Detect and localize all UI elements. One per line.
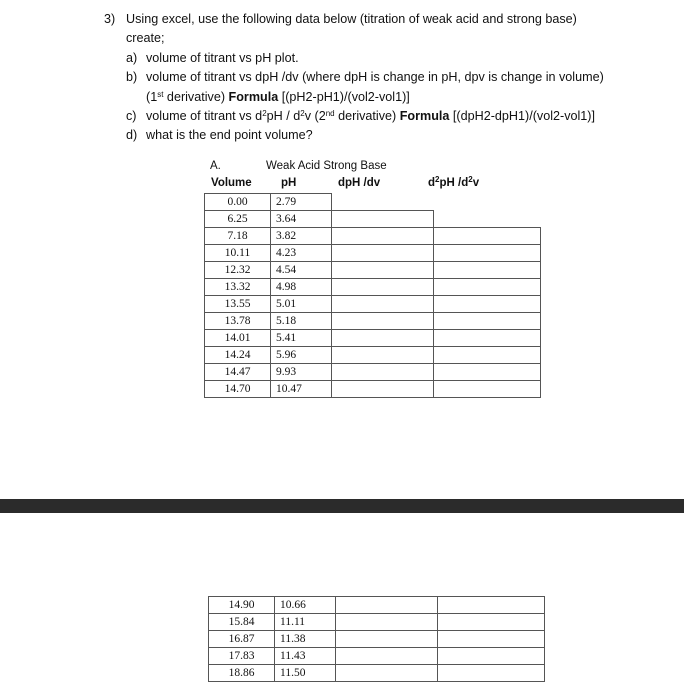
cell-volume: 14.01	[205, 330, 271, 347]
table-row	[205, 313, 541, 330]
cell-ph: 11.11	[275, 614, 336, 631]
table-row	[205, 228, 541, 245]
column-header-volume: Volume	[211, 177, 252, 189]
cell-ph: 2.79	[271, 194, 332, 211]
table-row	[205, 381, 541, 398]
cell-d2ph-d2v	[434, 211, 541, 228]
question-intro-line2: create;	[126, 31, 165, 46]
item-b-sup: st	[157, 89, 164, 99]
cell-volume: 17.83	[209, 648, 275, 665]
page-divider-bar	[0, 499, 684, 513]
cell-ph: 5.41	[271, 330, 332, 347]
cell-d2ph-d2v	[434, 245, 541, 262]
item-a-letter: a)	[126, 50, 138, 65]
table-row	[205, 245, 541, 262]
cell-d2ph-d2v	[434, 313, 541, 330]
cell-dph-dv	[336, 631, 438, 648]
item-b-formula-label: Formula	[228, 89, 279, 104]
cell-volume: 13.55	[205, 296, 271, 313]
cell-dph-dv	[332, 194, 434, 211]
cell-ph: 11.38	[275, 631, 336, 648]
item-c-sup2: 2	[300, 109, 305, 119]
cell-volume: 10.11	[205, 245, 271, 262]
cell-dph-dv	[332, 381, 434, 398]
item-c	[104, 107, 674, 126]
cell-d2ph-d2v	[434, 279, 541, 296]
cell-dph-dv	[332, 245, 434, 262]
cell-d2ph-d2v	[434, 194, 541, 211]
cell-volume: 13.78	[205, 313, 271, 330]
cell-d2ph-d2v	[438, 597, 545, 614]
cell-ph: 4.54	[271, 262, 332, 279]
cell-volume: 15.84	[209, 614, 275, 631]
cell-dph-dv	[332, 347, 434, 364]
question-block	[104, 10, 674, 146]
cell-d2ph-d2v	[434, 228, 541, 245]
cell-volume: 14.47	[205, 364, 271, 381]
data-table-bottom	[208, 596, 545, 682]
table-row	[209, 665, 545, 682]
cell-dph-dv	[332, 262, 434, 279]
item-b-formula: [(pH2-pH1)/(vol2-vol1)]	[278, 89, 410, 104]
cell-dph-dv	[336, 648, 438, 665]
cell-dph-dv	[336, 665, 438, 682]
cell-volume: 14.24	[205, 347, 271, 364]
d2-header-pre: d	[428, 177, 436, 189]
cell-ph: 11.43	[275, 648, 336, 665]
cell-ph: 3.82	[271, 228, 332, 245]
cell-volume: 14.70	[205, 381, 271, 398]
table-row	[209, 631, 545, 648]
item-d	[104, 126, 674, 145]
d2-header-sup1: 2	[435, 175, 440, 184]
cell-dph-dv	[332, 296, 434, 313]
column-header-d2ph-d2v	[428, 177, 479, 189]
table-row	[205, 194, 541, 211]
question-intro	[104, 10, 674, 29]
item-b-text: volume of titrant vs dpH /dv (where dpH is change in pH, dpv is change in volume)	[146, 70, 604, 85]
d2-header-sup2: 2	[468, 175, 473, 184]
table-row	[209, 648, 545, 665]
item-c-sup1: 2	[262, 109, 267, 119]
cell-d2ph-d2v	[434, 330, 541, 347]
item-c-formula: [(dpH2-dpH1)/(vol2-vol1)]	[449, 109, 595, 124]
item-a-text: volume of titrant vs pH plot.	[146, 50, 299, 65]
question-number: 3)	[104, 12, 116, 26]
item-c-sup3: nd	[325, 109, 335, 119]
cell-ph: 4.23	[271, 245, 332, 262]
cell-dph-dv	[332, 228, 434, 245]
cell-d2ph-d2v	[434, 347, 541, 364]
item-b-formula-line	[104, 88, 674, 107]
item-c-mid2: v (2	[304, 109, 326, 124]
cell-dph-dv	[332, 330, 434, 347]
item-a	[104, 49, 674, 68]
item-b-cont-mid: derivative)	[163, 89, 229, 104]
cell-d2ph-d2v	[438, 631, 545, 648]
cell-ph: 5.01	[271, 296, 332, 313]
cell-d2ph-d2v	[438, 614, 545, 631]
table-row	[205, 364, 541, 381]
cell-ph: 4.98	[271, 279, 332, 296]
cell-volume: 7.18	[205, 228, 271, 245]
cell-d2ph-d2v	[438, 648, 545, 665]
item-b-letter: b)	[126, 70, 138, 85]
cell-dph-dv	[332, 279, 434, 296]
column-header-dph-dv: dpH /dv	[338, 177, 381, 189]
cell-volume: 14.90	[209, 597, 275, 614]
table-row	[205, 296, 541, 313]
item-c-mid3: derivative)	[334, 109, 400, 124]
cell-dph-dv	[332, 364, 434, 381]
cell-d2ph-d2v	[434, 262, 541, 279]
cell-volume: 12.32	[205, 262, 271, 279]
table-row	[209, 597, 545, 614]
item-b-cont-pre: (1	[146, 89, 158, 104]
item-c-letter: c)	[126, 109, 137, 124]
cell-d2ph-d2v	[434, 296, 541, 313]
item-d-text: what is the end point volume?	[146, 128, 313, 143]
table-row	[205, 262, 541, 279]
cell-d2ph-d2v	[434, 381, 541, 398]
cell-ph: 3.64	[271, 211, 332, 228]
cell-dph-dv	[332, 211, 434, 228]
item-b	[104, 68, 674, 87]
table-label: A.	[210, 160, 221, 172]
cell-ph: 5.18	[271, 313, 332, 330]
cell-ph: 11.50	[275, 665, 336, 682]
table-row	[205, 279, 541, 296]
cell-volume: 16.87	[209, 631, 275, 648]
cell-volume: 18.86	[209, 665, 275, 682]
cell-d2ph-d2v	[438, 665, 545, 682]
cell-ph: 10.66	[275, 597, 336, 614]
item-c-formula-label: Formula	[399, 109, 450, 124]
cell-dph-dv	[332, 313, 434, 330]
cell-ph: 9.93	[271, 364, 332, 381]
cell-d2ph-d2v	[434, 364, 541, 381]
cell-ph: 5.96	[271, 347, 332, 364]
column-header-ph: pH	[281, 177, 297, 189]
table-row	[205, 347, 541, 364]
table-row	[205, 330, 541, 347]
table-title: Weak Acid Strong Base	[266, 160, 387, 172]
table-row	[209, 614, 545, 631]
data-table-top	[204, 193, 541, 398]
cell-ph: 10.47	[271, 381, 332, 398]
d2-header-mid: pH /d	[439, 177, 469, 189]
item-d-letter: d)	[126, 128, 138, 143]
question-intro-line1: Using excel, use the following data below (titration of weak acid and strong base)	[126, 12, 577, 26]
cell-dph-dv	[336, 597, 438, 614]
cell-volume: 13.32	[205, 279, 271, 296]
cell-dph-dv	[336, 614, 438, 631]
d2-header-post: v	[472, 177, 480, 189]
cell-volume: 6.25	[205, 211, 271, 228]
item-c-mid1: pH / d	[266, 109, 301, 124]
cell-volume: 0.00	[205, 194, 271, 211]
table-row	[205, 211, 541, 228]
item-c-pre: volume of titrant vs d	[146, 109, 263, 124]
